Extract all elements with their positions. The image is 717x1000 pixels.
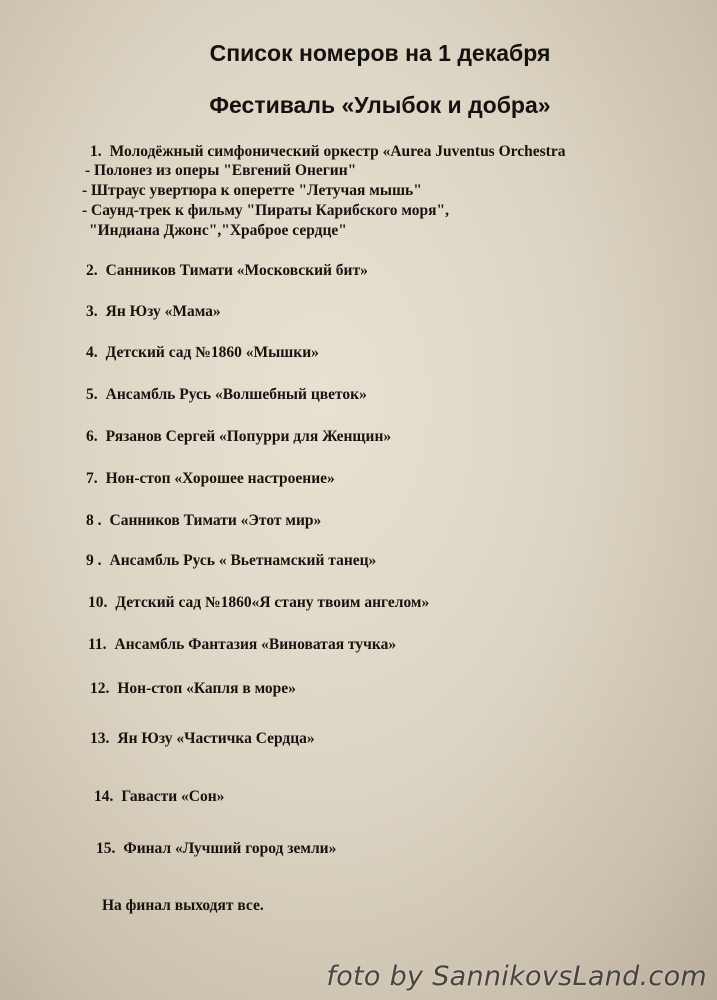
list-item — [88, 594, 429, 612]
list-title: Список номеров на 1 декабря — [209, 40, 551, 66]
item-text: Ян Юзу «Частичка Сердца» — [117, 730, 315, 747]
list-item — [86, 552, 376, 570]
item-text: Нон-стоп «Хорошее настроение» — [105, 470, 335, 487]
item-number: 2. — [86, 262, 98, 279]
item-text: Молодёжный симфонический оркестр «Aurea Juventus Orchestra — [109, 143, 566, 160]
item-number: 11. — [88, 636, 107, 653]
item-text: Ансамбль Фантазия «Виноватая тучка» — [114, 636, 397, 653]
list-item — [86, 303, 221, 321]
item-text: Гавасти «Сон» — [121, 788, 225, 805]
program-subitem: - Штраус увертюра к оперетте "Летучая мышь" — [82, 182, 422, 199]
program-subitem: - Полонез из оперы "Евгений Онегин" — [85, 162, 357, 179]
list-item — [86, 428, 391, 446]
item-number: 13. — [90, 730, 110, 747]
item-text: Ян Юзу «Мама» — [105, 303, 221, 320]
item-number: 6. — [86, 428, 98, 445]
item-number: 15. — [96, 840, 116, 857]
list-item — [86, 344, 319, 362]
item-text: Нон-стоп «Капля в море» — [117, 680, 296, 697]
item-number: 1. — [90, 143, 102, 160]
item-text: Санников Тимати «Этот мир» — [109, 512, 322, 529]
item-text: Детский сад №1860 «Мышки» — [105, 344, 319, 361]
item-number: 4. — [86, 344, 98, 361]
item-number: 9 . — [86, 552, 102, 569]
item-number: 7. — [86, 470, 98, 487]
list-item — [96, 840, 336, 858]
list-item — [86, 512, 321, 530]
watermark: foto by SannikovsLand.com — [326, 961, 707, 992]
item-number: 12. — [90, 680, 110, 697]
footer-note: На финал выходят все. — [102, 897, 264, 914]
list-item — [90, 143, 565, 161]
list-item — [86, 470, 335, 488]
list-item — [90, 730, 315, 748]
item-number: 3. — [86, 303, 98, 320]
list-item — [88, 636, 396, 654]
item-text: Финал «Лучший город земли» — [123, 840, 337, 857]
list-item — [86, 262, 368, 280]
list-item — [86, 386, 367, 404]
list-item — [94, 788, 224, 806]
item-text: Детский сад №1860«Я стану твоим ангелом» — [115, 594, 430, 611]
item-text: Рязанов Сергей «Попурри для Женщин» — [105, 428, 392, 445]
program-subitem: "Индиана Джонс","Храброе сердце" — [89, 222, 347, 239]
item-text: Ансамбль Русь «Волшебный цветок» — [105, 386, 367, 403]
program-subitem: - Саунд-трек к фильму "Пираты Карибского моря", — [82, 202, 449, 219]
item-number: 14. — [94, 788, 114, 805]
item-number: 8 . — [86, 512, 102, 529]
item-text: Санников Тимати «Московский бит» — [105, 262, 368, 279]
item-text: Ансамбль Русь « Вьетнамский танец» — [109, 552, 377, 569]
item-number: 5. — [86, 386, 98, 403]
item-number: 10. — [88, 594, 108, 611]
festival-title: Фестиваль «Улыбок и добра» — [209, 92, 551, 118]
list-item — [90, 680, 296, 698]
